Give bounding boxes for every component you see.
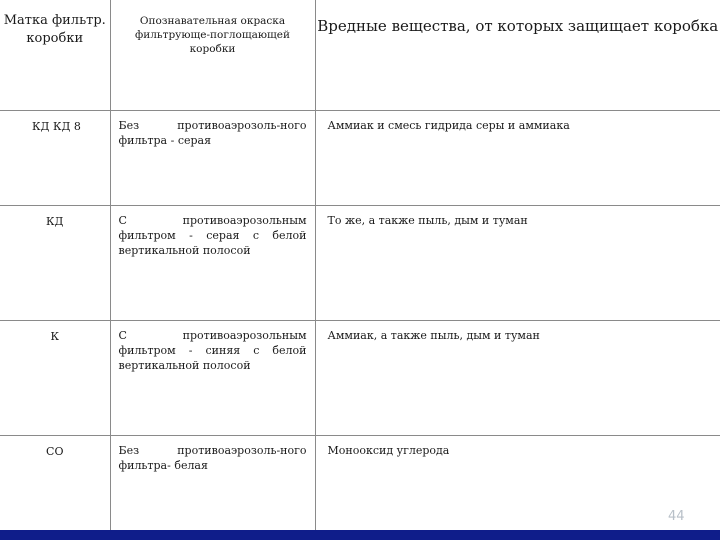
substances-text: То же, а также пыль, дым и туман — [327, 213, 528, 227]
substances-text: Монооксид углерода — [327, 443, 450, 457]
header-cell-brand — [0, 0, 110, 110]
table-row — [0, 320, 720, 435]
color-cell — [110, 435, 315, 530]
color-text: Без противоаэрозоль-ного фильтра- белая — [118, 443, 307, 472]
brand-cell — [0, 205, 110, 320]
substances-cell — [315, 205, 720, 320]
color-text: С противоаэрозольным фильтром - серая с белой вертикальной полосой — [118, 213, 307, 257]
color-cell — [110, 205, 315, 320]
substances-text: Аммиак, а также пыль, дым и туман — [327, 328, 540, 342]
table-header-row — [0, 0, 720, 110]
bottom-accent-bar — [0, 530, 720, 540]
header-cell-substances — [315, 0, 720, 110]
brand-text: КД — [46, 214, 64, 228]
color-cell — [110, 320, 315, 435]
color-text: Без противоаэрозоль-ного фильтра - серая — [118, 118, 307, 147]
table-row — [0, 110, 720, 205]
brand-text: К — [50, 329, 59, 343]
brand-cell — [0, 320, 110, 435]
substances-cell — [315, 320, 720, 435]
color-cell — [110, 110, 315, 205]
brand-cell — [0, 110, 110, 205]
substances-cell — [315, 435, 720, 530]
substances-text: Аммиак и смесь гидрида серы и аммиака — [327, 118, 570, 132]
color-text: С противоаэрозольным фильтром - синяя с белой вертикальной полосой — [118, 328, 307, 372]
table-row — [0, 205, 720, 320]
header-cell-color — [110, 0, 315, 110]
brand-text: СО — [46, 444, 64, 458]
header-substances-label: Вредные вещества, от которых защищает коробка — [317, 17, 719, 35]
table-row — [0, 435, 720, 530]
header-brand-label: Матка фильтр. коробки — [3, 13, 106, 46]
page-number: 44 — [668, 509, 685, 524]
brand-cell — [0, 435, 110, 530]
brand-text: КД КД 8 — [32, 119, 81, 133]
header-color-label: Опознавательная окраска фильтрующе-поглощающей коробки — [135, 15, 290, 55]
substances-cell — [315, 110, 720, 205]
